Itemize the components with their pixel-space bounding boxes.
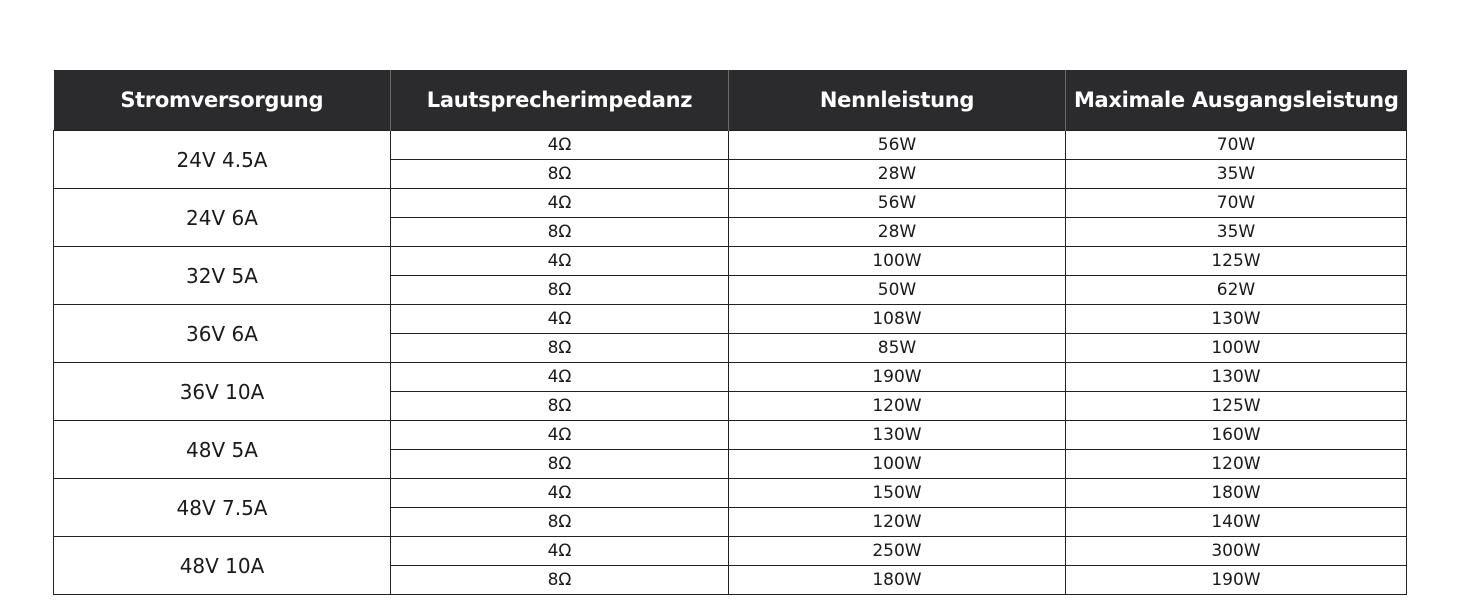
max-power-cell: 190W xyxy=(1066,566,1407,595)
impedance-cell: 4Ω xyxy=(391,479,729,508)
header-row xyxy=(54,70,1407,131)
impedance-cell: 4Ω xyxy=(391,537,729,566)
power-supply-cell: 32V 5A xyxy=(54,247,391,305)
power-supply-cell: 24V 6A xyxy=(54,189,391,247)
max-power-cell: 100W xyxy=(1066,334,1407,363)
impedance-cell: 4Ω xyxy=(391,363,729,392)
impedance-cell: 8Ω xyxy=(391,218,729,247)
impedance-cell: 8Ω xyxy=(391,566,729,595)
max-power-cell: 125W xyxy=(1066,247,1407,276)
power-supply-cell: 36V 10A xyxy=(54,363,391,421)
power-spec-table xyxy=(53,70,1407,595)
header-speaker-impedance: Lautsprecherimpedanz xyxy=(391,70,729,131)
max-power-cell: 70W xyxy=(1066,189,1407,218)
max-power-cell: 35W xyxy=(1066,160,1407,189)
impedance-cell: 4Ω xyxy=(391,189,729,218)
rated-power-cell: 50W xyxy=(729,276,1066,305)
header-rated-power: Nennleistung xyxy=(729,70,1066,131)
impedance-cell: 8Ω xyxy=(391,334,729,363)
max-power-cell: 120W xyxy=(1066,450,1407,479)
max-power-cell: 180W xyxy=(1066,479,1407,508)
power-supply-cell: 48V 10A xyxy=(54,537,391,595)
impedance-cell: 4Ω xyxy=(391,305,729,334)
rated-power-cell: 100W xyxy=(729,247,1066,276)
power-supply-cell: 36V 6A xyxy=(54,305,391,363)
table-row xyxy=(54,305,1407,334)
rated-power-cell: 120W xyxy=(729,508,1066,537)
max-power-cell: 62W xyxy=(1066,276,1407,305)
table-row xyxy=(54,189,1407,218)
rated-power-cell: 120W xyxy=(729,392,1066,421)
rated-power-cell: 85W xyxy=(729,334,1066,363)
table-body xyxy=(54,131,1407,595)
table-header xyxy=(54,70,1407,131)
max-power-cell: 160W xyxy=(1066,421,1407,450)
table-row xyxy=(54,363,1407,392)
power-supply-cell: 48V 7.5A xyxy=(54,479,391,537)
header-power-supply: Stromversorgung xyxy=(54,70,391,131)
impedance-cell: 4Ω xyxy=(391,247,729,276)
rated-power-cell: 130W xyxy=(729,421,1066,450)
impedance-cell: 8Ω xyxy=(391,392,729,421)
max-power-cell: 130W xyxy=(1066,305,1407,334)
rated-power-cell: 250W xyxy=(729,537,1066,566)
table-row xyxy=(54,421,1407,450)
header-max-output-power: Maximale Ausgangsleistung xyxy=(1066,70,1407,131)
table-row xyxy=(54,537,1407,566)
table-row xyxy=(54,247,1407,276)
rated-power-cell: 190W xyxy=(729,363,1066,392)
rated-power-cell: 150W xyxy=(729,479,1066,508)
max-power-cell: 125W xyxy=(1066,392,1407,421)
rated-power-cell: 28W xyxy=(729,218,1066,247)
rated-power-cell: 56W xyxy=(729,131,1066,160)
impedance-cell: 4Ω xyxy=(391,421,729,450)
max-power-cell: 70W xyxy=(1066,131,1407,160)
max-power-cell: 140W xyxy=(1066,508,1407,537)
table-row xyxy=(54,479,1407,508)
impedance-cell: 8Ω xyxy=(391,276,729,305)
rated-power-cell: 108W xyxy=(729,305,1066,334)
max-power-cell: 35W xyxy=(1066,218,1407,247)
max-power-cell: 300W xyxy=(1066,537,1407,566)
power-supply-cell: 24V 4.5A xyxy=(54,131,391,189)
max-power-cell: 130W xyxy=(1066,363,1407,392)
impedance-cell: 8Ω xyxy=(391,508,729,537)
rated-power-cell: 100W xyxy=(729,450,1066,479)
impedance-cell: 8Ω xyxy=(391,450,729,479)
rated-power-cell: 28W xyxy=(729,160,1066,189)
power-supply-cell: 48V 5A xyxy=(54,421,391,479)
rated-power-cell: 56W xyxy=(729,189,1066,218)
impedance-cell: 4Ω xyxy=(391,131,729,160)
impedance-cell: 8Ω xyxy=(391,160,729,189)
table-row xyxy=(54,131,1407,160)
rated-power-cell: 180W xyxy=(729,566,1066,595)
